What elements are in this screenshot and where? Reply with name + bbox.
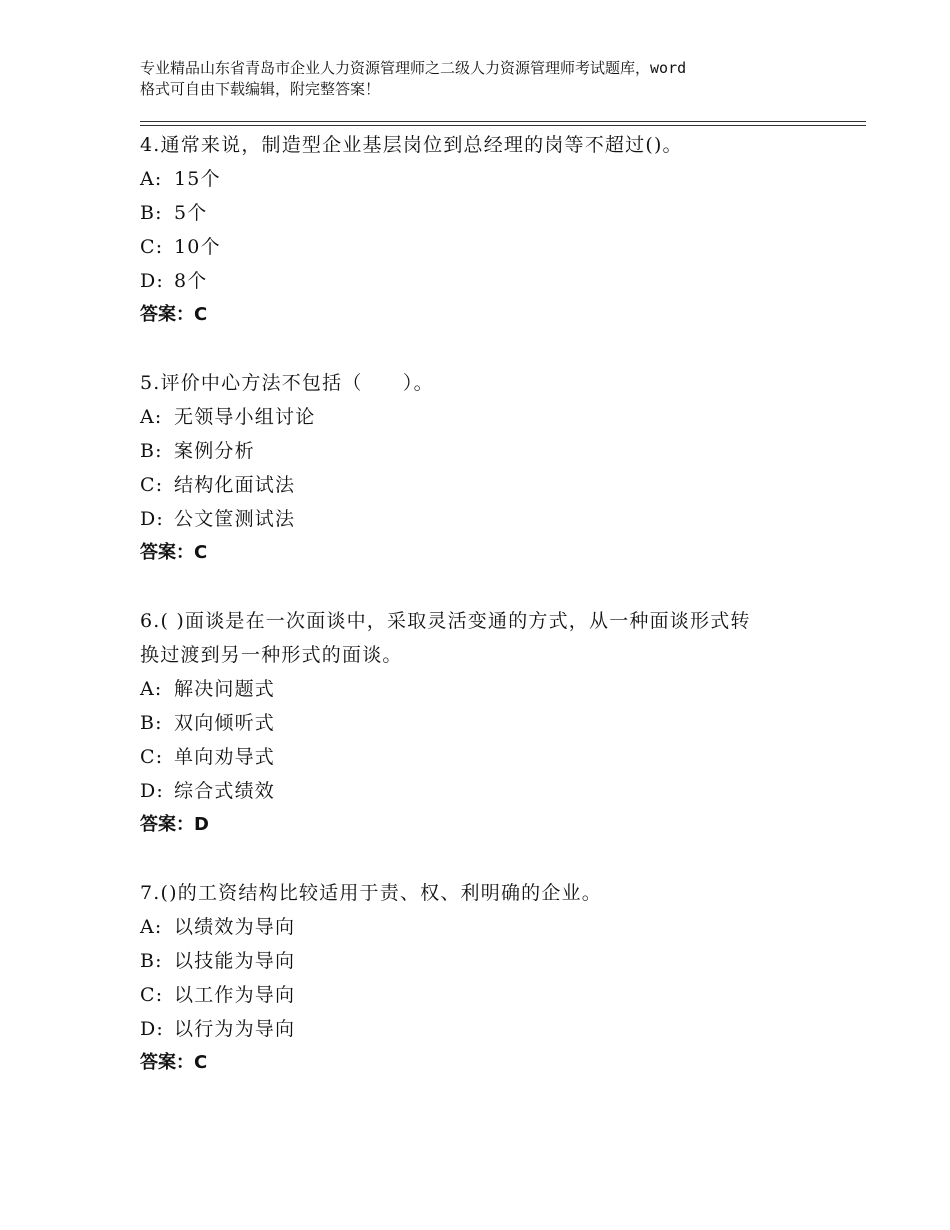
option-key: A: [140, 916, 163, 938]
option-key: C: [140, 236, 164, 258]
option-d [140, 774, 866, 808]
option-text: 公文筐测试法 [174, 508, 296, 530]
option-key: C: [140, 984, 164, 1006]
option-text: 结构化面试法 [174, 474, 296, 496]
option-key: B: [140, 712, 163, 734]
option-key: B: [140, 440, 163, 462]
option-text: 案例分析 [174, 440, 255, 462]
option-key: D: [140, 1018, 165, 1040]
question-stem-continued: 换过渡到另一种形式的面谈。 [140, 644, 403, 666]
option-text: 以工作为导向 [174, 984, 296, 1006]
option-d [140, 264, 866, 298]
header-line-2: 格式可自由下载编辑，附完整答案！ [140, 80, 381, 98]
option-b [140, 196, 866, 230]
option-c [140, 230, 866, 264]
option-text: 单向劝导式 [174, 746, 276, 768]
option-text: 5个 [174, 202, 208, 224]
question-stem: 4.通常来说，制造型企业基层岗位到总经理的岗等不超过()。 [140, 134, 683, 156]
question-list [140, 128, 866, 1114]
answer-label: 答案：C [140, 304, 208, 325]
option-a [140, 162, 866, 196]
option-d [140, 502, 866, 536]
header-divider-top [140, 121, 866, 122]
option-b [140, 434, 866, 468]
question-stem: 7.()的工资结构比较适用于责、权、利明确的企业。 [140, 882, 602, 904]
option-a [140, 672, 866, 706]
option-key: A: [140, 406, 163, 428]
option-key: B: [140, 202, 163, 224]
option-key: D: [140, 780, 165, 802]
option-text: 以绩效为导向 [174, 916, 296, 938]
question-7 [140, 876, 866, 1080]
question-4 [140, 128, 866, 332]
option-c [140, 740, 866, 774]
header-line-1: 专业精品山东省青岛市企业人力资源管理师之二级人力资源管理师考试题库，word [140, 59, 687, 77]
answer-label: 答案：C [140, 1052, 208, 1073]
option-d [140, 1012, 866, 1046]
question-6 [140, 604, 866, 842]
option-text: 以技能为导向 [174, 950, 296, 972]
option-key: D: [140, 270, 165, 292]
option-text: 10个 [174, 236, 221, 258]
answer-label: 答案：C [140, 542, 208, 563]
option-text: 15个 [174, 168, 221, 190]
question-stem: 6.( )面谈是在一次面谈中，采取灵活变通的方式，从一种面谈形式转 [140, 610, 751, 632]
option-text: 8个 [174, 270, 208, 292]
option-text: 综合式绩效 [174, 780, 276, 802]
option-text: 解决问题式 [174, 678, 276, 700]
option-b [140, 944, 866, 978]
question-5 [140, 366, 866, 570]
option-key: B: [140, 950, 163, 972]
option-c [140, 978, 866, 1012]
option-text: 双向倾听式 [174, 712, 276, 734]
option-key: A: [140, 678, 163, 700]
option-key: D: [140, 508, 165, 530]
header-divider-bottom [140, 125, 866, 126]
option-text: 无领导小组讨论 [174, 406, 316, 428]
question-stem: 5.评价中心方法不包括（ ）。 [140, 372, 434, 394]
option-a [140, 400, 866, 434]
option-key: C: [140, 746, 164, 768]
option-a [140, 910, 866, 944]
option-b [140, 706, 866, 740]
document-header [140, 58, 840, 100]
answer-label: 答案：D [140, 814, 209, 835]
option-key: A: [140, 168, 163, 190]
option-text: 以行为为导向 [174, 1018, 296, 1040]
option-key: C: [140, 474, 164, 496]
option-c [140, 468, 866, 502]
